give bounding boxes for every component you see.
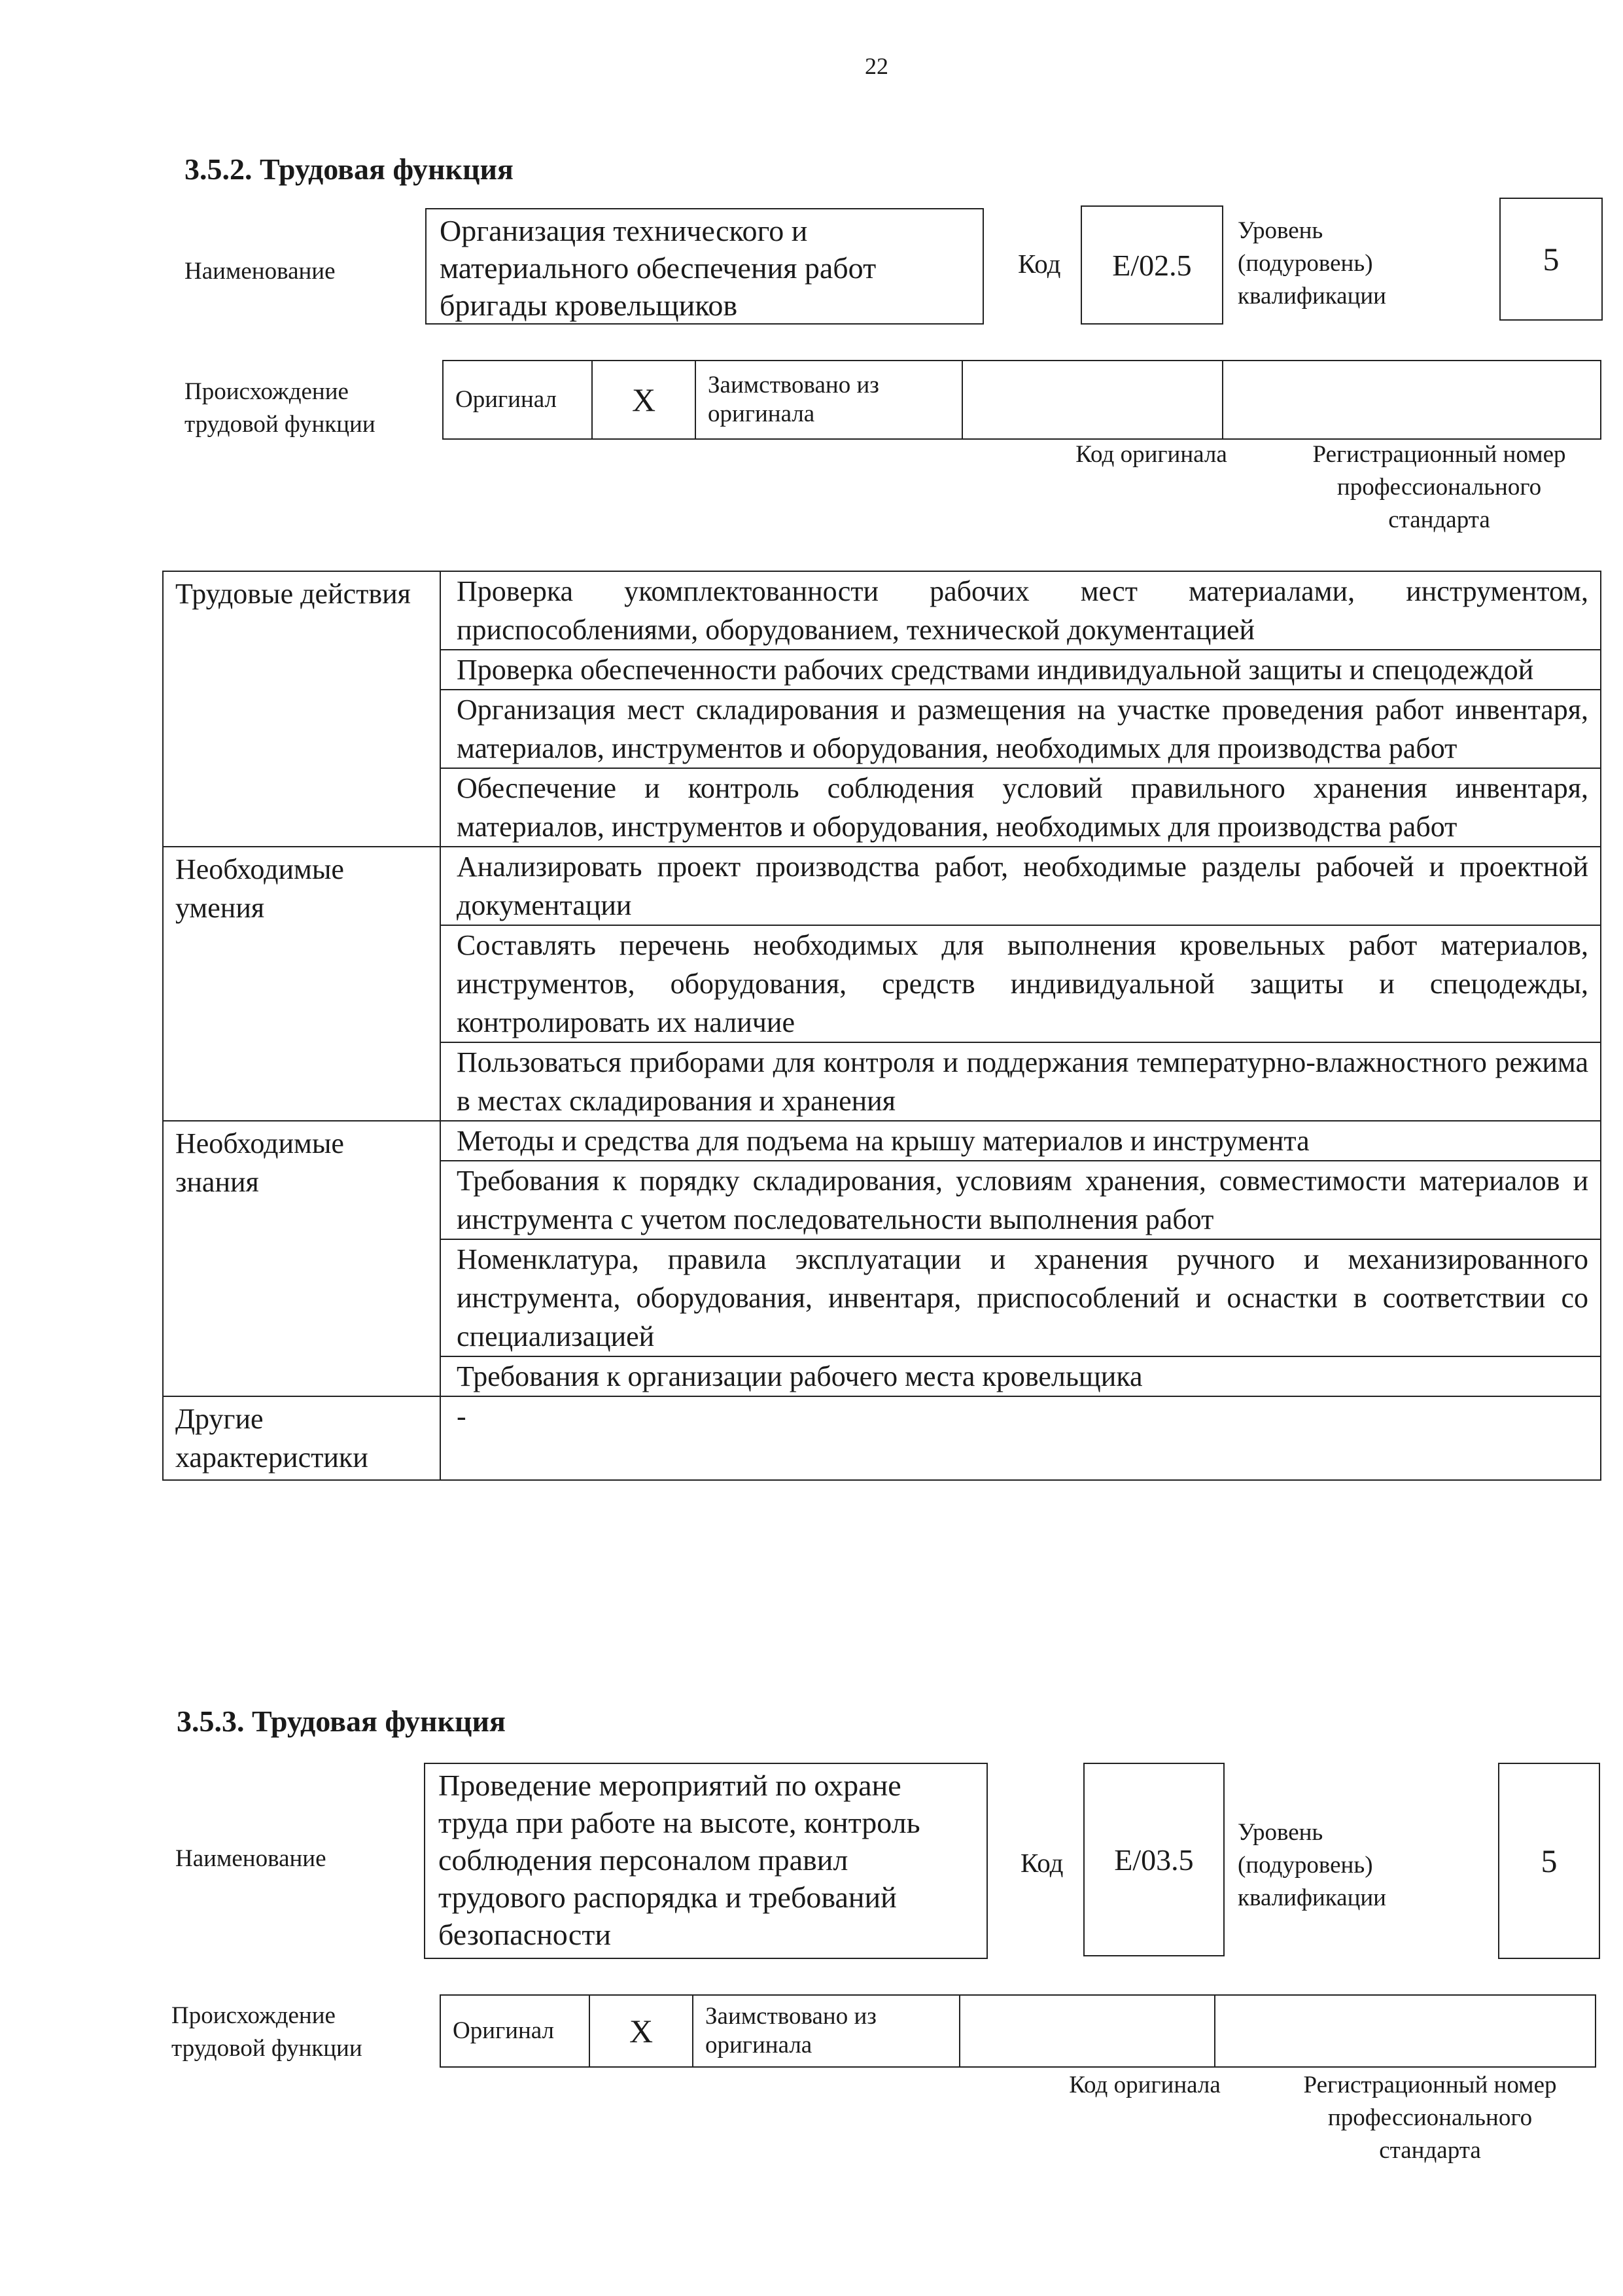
reg-caption-line: стандарта [1388, 506, 1490, 533]
code-original-cell [962, 361, 1223, 439]
table-cell: Методы и средства для подъема на крышу материалов и инструмента [440, 1121, 1601, 1161]
reg-caption-line: стандарта [1379, 2137, 1481, 2164]
qualification-level-label-1 [1238, 215, 1386, 313]
function-name-line: соблюдения персоналом правил [438, 1843, 848, 1877]
original-mark-cell: X [589, 1995, 693, 2067]
function-name-line: труда при работе на высоте, контроль [438, 1806, 920, 1839]
function-name-box-2 [424, 1763, 988, 1959]
name-label-1: Наименование [184, 258, 336, 285]
qualification-level-2: 5 [1498, 1763, 1600, 1959]
level-label-line: Уровень [1238, 1819, 1323, 1846]
origin-table-1 [442, 360, 1601, 440]
origin-label-line: Происхождение [171, 2002, 336, 2029]
reg-caption-line: профессионального [1327, 2104, 1533, 2131]
function-name-line: бригады кровельщиков [440, 289, 738, 322]
table-cell: - [440, 1396, 1601, 1480]
code-original-cell [960, 1995, 1215, 2067]
reg-caption-line: Регистрационный номер [1303, 2072, 1557, 2098]
table-cell: Требования к порядку складирования, условиям хранения, совместимости материалов и инструмента с учетом последовательности выполнения работ [440, 1161, 1601, 1239]
function-name-line: материального обеспечения работ [440, 251, 877, 285]
origin-label-1 [184, 376, 375, 441]
table-cell: Обеспечение и контроль соблюдения условий правильного хранения инвентаря, материалов, инструментов и оборудования, необходимых для производства работ [440, 768, 1601, 847]
category-required-knowledge: Необходимые знания [163, 1121, 440, 1396]
original-label-cell: Оригинал [443, 361, 592, 439]
reg-number-cell [1223, 361, 1601, 439]
category-other-characteristics: Другие характеристики [163, 1396, 440, 1480]
function-code-2: E/03.5 [1083, 1763, 1225, 1956]
reg-number-caption-1 [1276, 438, 1603, 537]
original-mark-cell: X [592, 361, 695, 439]
code-original-caption-1: Код оригинала [1075, 441, 1227, 468]
origin-label-line: Происхождение [184, 378, 349, 405]
code-label-1: Код [1018, 249, 1061, 279]
function-code-1: E/02.5 [1081, 205, 1223, 325]
function-name-line: трудового распорядка и требований [438, 1881, 897, 1914]
section-title-2: 3.5.3. Трудовая функция [177, 1704, 506, 1738]
qualification-level-1: 5 [1499, 198, 1603, 321]
section-title-1: 3.5.2. Трудовая функция [184, 152, 514, 186]
table-cell: Проверка обеспеченности рабочих средствами индивидуальной защиты и спецодеждой [440, 650, 1601, 690]
original-label-cell: Оригинал [440, 1995, 589, 2067]
function-name-line: безопасности [438, 1918, 612, 1951]
level-label-line: (подуровень) [1238, 250, 1373, 277]
category-labor-actions: Трудовые действия [163, 571, 440, 847]
borrowed-line: оригинала [708, 400, 815, 427]
reg-caption-line: профессионального [1336, 474, 1542, 501]
page-number: 22 [865, 53, 888, 79]
table-cell: Пользоваться приборами для контроля и поддержания температурно-влажностного режима в местах складирования и хранения [440, 1042, 1601, 1121]
origin-label-line: трудовой функции [171, 2035, 362, 2062]
code-label-2: Код [1021, 1848, 1064, 1878]
level-label-line: квалификации [1238, 283, 1386, 309]
reg-number-caption-2 [1266, 2069, 1594, 2167]
origin-label-line: трудовой функции [184, 411, 375, 438]
borrowed-cell [693, 1995, 960, 2067]
name-label-2: Наименование [175, 1845, 326, 1872]
level-label-line: квалификации [1238, 1884, 1386, 1911]
borrowed-cell [695, 361, 962, 439]
reg-caption-line: Регистрационный номер [1312, 441, 1566, 468]
labor-function-table [162, 571, 1601, 1481]
function-name-line: Организация технического и [440, 214, 808, 247]
origin-label-2 [171, 2000, 362, 2065]
category-required-skills: Необходимые умения [163, 847, 440, 1121]
borrowed-line: Заимствовано из [705, 2003, 877, 2030]
level-label-line: Уровень [1238, 217, 1323, 244]
function-name-line: Проведение мероприятий по охране [438, 1769, 901, 1802]
table-cell: Организация мест складирования и размещения на участке проведения работ инвентаря, материалов, инструментов и оборудования, необходимых для производства работ [440, 690, 1601, 768]
qualification-level-label-2 [1238, 1816, 1386, 1915]
table-cell: Требования к организации рабочего места кровельщика [440, 1356, 1601, 1396]
table-cell: Анализировать проект производства работ, необходимые разделы рабочей и проектной документации [440, 847, 1601, 925]
borrowed-line: Заимствовано из [708, 372, 879, 398]
table-cell: Проверка укомплектованности рабочих мест материалами, инструментом, приспособлениями, оборудованием, технической документацией [440, 571, 1601, 650]
code-original-caption-2: Код оригинала [1069, 2072, 1221, 2098]
level-label-line: (подуровень) [1238, 1852, 1373, 1879]
borrowed-line: оригинала [705, 2032, 812, 2058]
reg-number-cell [1215, 1995, 1596, 2067]
function-name-box-1 [425, 208, 984, 325]
table-cell: Номенклатура, правила эксплуатации и хранения ручного и механизированного инструмента, оборудования, инвентаря, приспособлений и оснастки в соответствии со специализацией [440, 1239, 1601, 1356]
table-cell: Составлять перечень необходимых для выполнения кровельных работ материалов, инструментов, оборудования, средств индивидуальной защиты и спецодежды, контролировать их наличие [440, 925, 1601, 1042]
origin-table-2 [440, 1994, 1596, 2068]
